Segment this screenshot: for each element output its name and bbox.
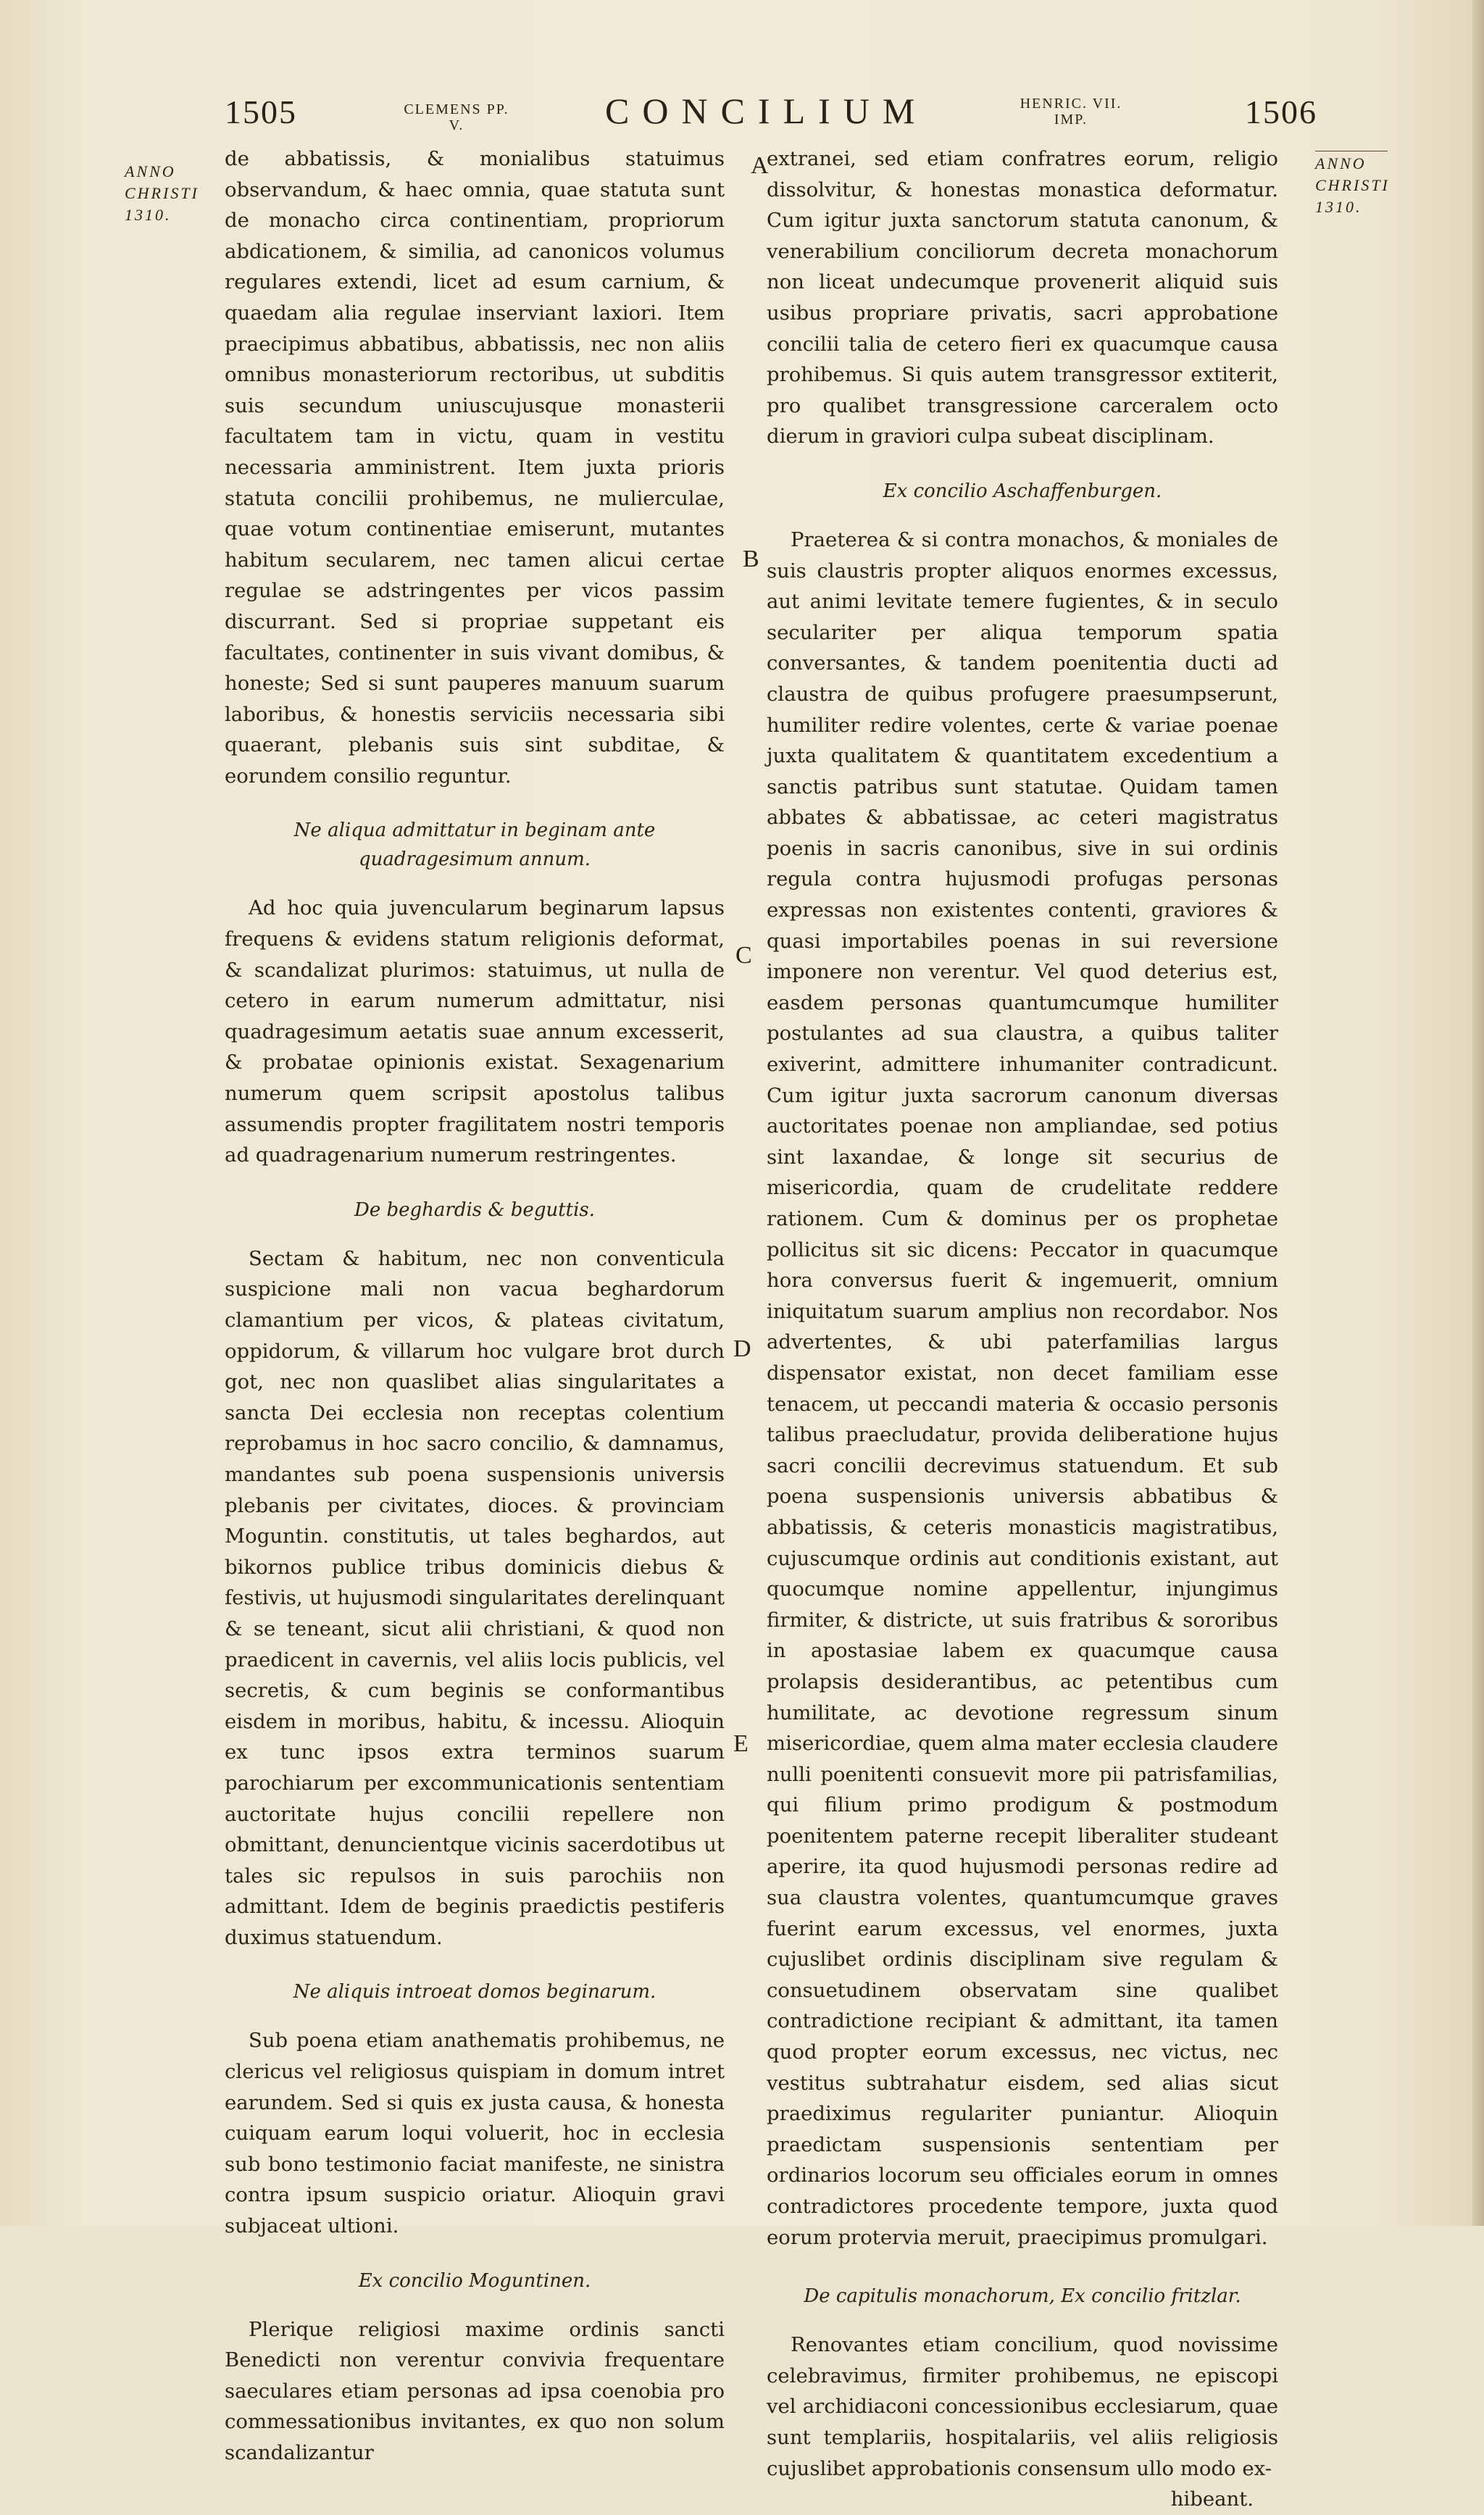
section-marker-e: E [733,1730,749,1757]
paragraph: Sectam & habitum, nec non conventicula suspicione mali non vacua beghardorum clamantium per vicos, & plateas civitatum, oppidorum, & villarum hoc vulgare brot durch got, nec non quaslibet alias singularitates a sancta Dei ecclesia non receptas colentium reprobamus in hoc sacro concilio, & damnamus, mandantes sub poena suspensionis universis plebanis per civitates, dioces. & provinciam Moguntin. constitutis, ut tales beghardos, aut bikornos publice tribus dominicis diebus & festivis, ut hujusmodi singularitates derelinquant & se teneant, sicut alii christiani, & quod non praedicent in cavernis, vel aliis locis publicis, vel secretis, & cum beginis se conformantibus eisdem in moribus, habitu, & incessu. Alioquin ex tunc ipsos extra terminos suarum parochiarum per excommunicationis sententiam auctoritate hujus concilii repellere non obmittant, denuncientque vicinis sacerdotibus ut tales sic repulsos in suis parochiis non admittant. Idem de beginis praedictis pestiferis duximus statuendum. [225,1246,725,1949]
section-marker-b: B [743,546,759,572]
paragraph: Sub poena etiam anathematis prohibemus, ne clericus vel religiosus quispiam in domum intret earundem. Sed si quis ex justa causa, & honesta cuiquam earum loqui voluerit, hoc in ecclesia sub bono testimonio faciat manifeste, ne sinistra contra ipsum suspicio oriatur. Alioquin gravi subjaceat ultioni. [225,2029,725,2238]
page-edge [1472,0,1484,2226]
section-marker-d: D [733,1335,751,1362]
margin-year-left: ANNO CHRISTI 1310. [125,162,199,224]
section-heading: De beghardis & beguttis. [354,1198,596,1221]
paragraph: Plerique religiosi maxime ordinis sancti Benedicti non verentur convivia frequentare saeculares etiam personas ad ipsa coenobia pro commessationibus invitantes, ex quo non solum scandalizantur [225,2317,725,2464]
section-marker-a: A [751,152,769,179]
continuation-word: hibeant. [1170,2487,1254,2511]
page-number-left: 1505 [225,93,297,130]
margin-year-right-text: ANNO CHRISTI 1310. [1315,154,1390,216]
section-heading: Ex concilio Aschaffenburgen. [883,480,1162,502]
section-heading: Ex concilio Moguntinen. [358,2269,591,2292]
left-column [225,143,725,2469]
paragraph: Ad hoc quia juvencularum beginarum lapsus frequens & evidens statum religionis deformat, & scandalizat plurimos: statuimus, ut nulla de cetero in earum numerum admittatur, nisi quadragesimum aetatis suae annum excesserit, & probatae opinionis existat. Sexagenarium numerum quem scripsit apostolus talibus assumendis propter fragilitatem nostri temporis ad quadragenarium numerum restringentes. [225,896,725,1167]
paragraph: Renovantes etiam concilium, quod novissime celebravimus, firmiter prohibemus, ne episcopi vel archidiaconi concessionibus ecclesiarum, quae sunt templariis, hospitalariis, vel aliis religiosis cujuslibet approbationis consensum ullo modo ex- [767,2333,1278,2480]
right-column [767,143,1278,2515]
running-head-right: HENRIC. VII. IMP. [1020,96,1122,128]
margin-year-right [1315,151,1402,218]
section-heading: De capitulis monachorum, Ex concilio fritzlar. [804,2285,1241,2308]
paragraph: Praeterea & si contra monachos, & moniales de suis claustris propter aliquos enormes excessus, aut animi levitate temere fugientes, & in seculo seculariter per aliqua temporum spatia conversantes, & tandem poenitentia ducti ad claustra de quibus profugere praesumpserunt, humiliter redire volentes, certe & variae poenae juxta qualitatem & quantitatem excedentium a sanctis patribus sunt statutae. Quidam tamen abbates & abbatissae, ac ceteri magistratus poenis in sacris canonibus, sive in sui ordinis regula contra hujusmodi profugas personas expressas non existentes contenti, graviores & quasi importabiles poenas in sui reversione imponere non verentur. Vel quod deterius est, easdem personas quantumcumque humiliter postulantes ad sua claustra, a quibus taliter exiverint, admittere inhumaniter contradicunt. Cum igitur juxta sacrorum canonum diversas auctoritates poenae non ampliandae, sed potius sint laxandae, & longe sit securius de misericordia, quam de crudelitate reddere rationem. Cum & dominus per os prophetae pollicitus sit sic dicens: Peccator in quacumque hora conversus fuerit & ingemuerit, omnium iniquitatum suarum amplius non recordabor. Nos advertentes, & ubi paterfamilias largus dispensator existat, non decet familiam esse tenacem, ut peccandi materia & occasio personis talibus praecludatur, provida deliberatione hujus sacri concilii decrevimus statuendum. Et sub poena suspensionis universis abbatibus & abbatissis, & ceteris monasticis magistratibus, cujuscumque ordinis aut conditionis existant, aut quocumque nomine appellentur, injungimus firmiter, & districte, ut suis fratribus & sororibus in apostasiae labem ex quacumque causa prolapsis desiderantibus, ac petentibus cum humilitate, ac devotione regressum sinum misericordiae, quem alma mater ecclesia claudere nulli poenitenti consuevit more pii patrisfamilias, qui filium primo prodigum & postmodum poenitentem paterne recepit liberaliter studeant aperire, ita quod hujusmodi personas redire ad sua claustra volentes, quantumcumque graves fuerint earum excessus, vel enormes, juxta cujuslibet ordinis disciplinam sive regulam & consuetudinem observatam sine qualibet contradictione recipiant & admittant, ita tamen quod propter eorum excessus, nec victus, nec vestitus subtrahatur eisdem, sed alias sicut praediximus regulariter puniantur. Alioquin praedictam suspensionis sententiam per ordinarios locorum seu officiales eorum in omnes contradictores procedente tempore, juxta quod eorum protervia meruit, praecipimus promulgari. [767,527,1278,2249]
paragraph: de abbatissis, & monialibus statuimus observandum, & haec omnia, quae statuta sunt de monacho circa continentiam, propriorum abdicationem, & similia, ad canonicos volumus regulares extendi, licet ad esum carnium, & quaedam alia regulae inserviant laxiori. Item praecipimus abbatibus, abbatissis, nec non aliis omnibus monasteriorum rectoribus, ut subditis suis secundum uniuscujusque monasterii facultatem tam in victu, quam in vestitu necessaria amministrent. Item juxta prioris statuta concilii prohibemus, ne mulierculae, quae votum continentiae emiserunt, mutantes habitum secularem, nec tamen alicui certae regulae se adstringentes per vicos passim discurrant. Sed si propriae suppetant eis facultates, continenter in suis vivant domibus, & honeste; Sed si sunt pauperes manuum suarum laboribus, & honestis serviciis necessaria sibi quaerant, plebanis suis sint subditae, & eorundem consilio reguntur. [225,147,725,788]
page-number-right: 1506 [1245,93,1317,130]
section-heading: Ne aliquis introeat domos beginarum. [293,1981,656,2003]
section-marker-c: C [735,942,752,969]
section-heading: Ne aliqua admittatur in beginam ante quadragesimum annum. [293,819,656,871]
paragraph: extranei, sed etiam confratres eorum, religio dissolvitur, & honestas monastica deformatur. Cum igitur juxta sanctorum statuta canonum, & venerabilium conciliorum decreta monachorum non liceat undecumque provenerit aliquid suis usibus propriare privatis, sacri approbatione concilii talia de cetero fieri ex quacumque causa prohibemus. Si quis autem transgressor extiterit, pro qualibet transgressione carceralem octo dierum in graviori culpa subeat disciplinam. [767,147,1278,449]
page-title: CONCILIUM [605,91,928,131]
running-head-left: CLEMENS PP. V. [404,101,509,133]
